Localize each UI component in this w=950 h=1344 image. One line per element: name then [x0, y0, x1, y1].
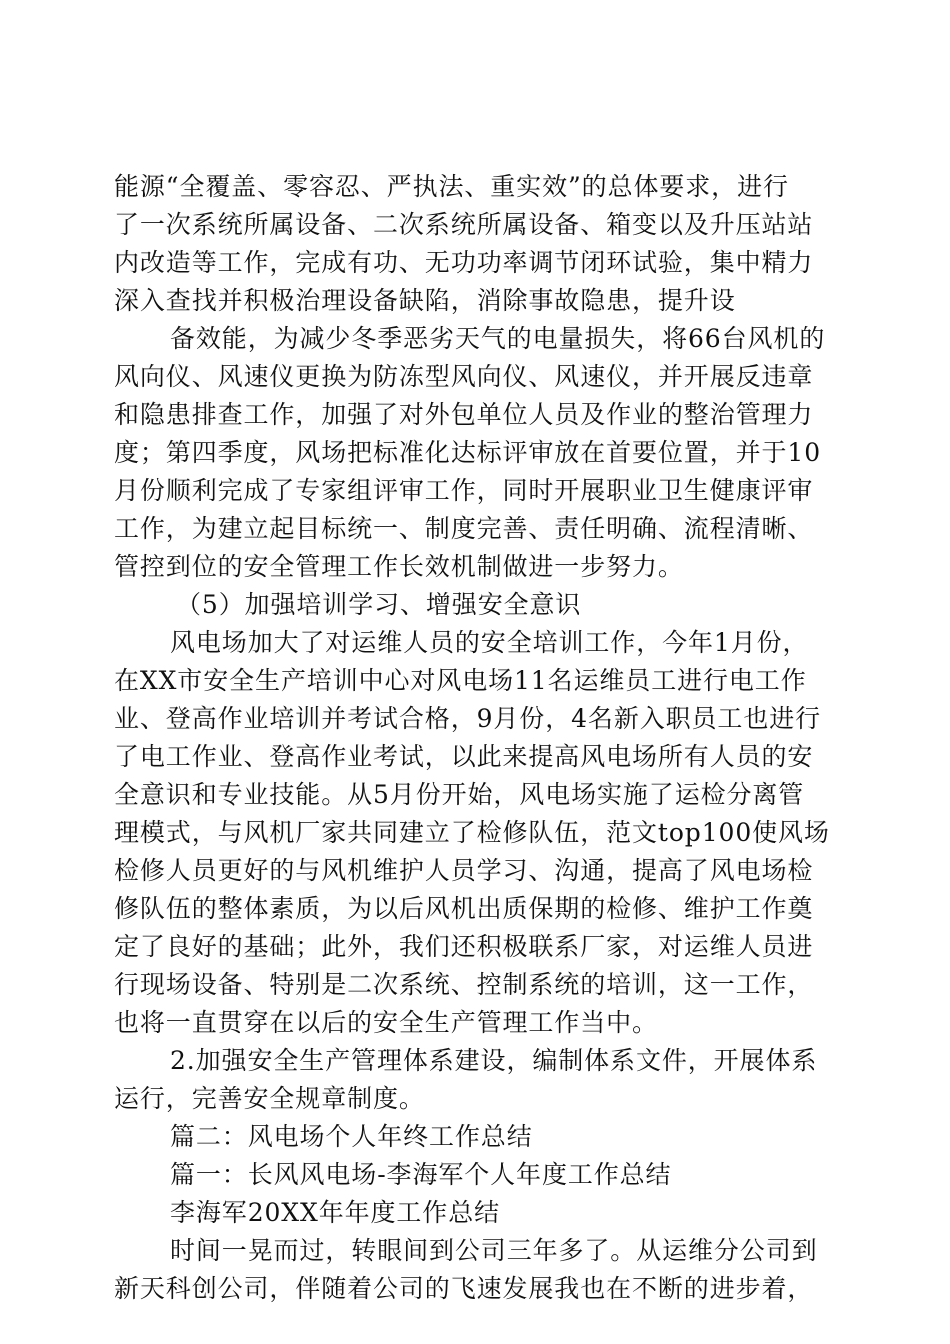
text-line: 2.加强安全生产管理体系建设，编制体系文件，开展体系 [170, 1046, 818, 1075]
text-line: 行现场设备、特别是二次系统、控制系统的培训，这一工作， [114, 970, 814, 999]
text-line: 修队伍的整体素质，为以后风机出质保期的检修、维护工作奠 [114, 894, 814, 923]
text-line: 和隐患排查工作，加强了对外包单位人员及作业的整治管理力 [114, 400, 814, 429]
text-line: 也将一直贯穿在以后的安全生产管理工作当中。 [114, 1008, 658, 1037]
text-line: 深入查找并积极治理设备缺陷，消除事故隐患，提升设 [114, 286, 736, 315]
text-line: 月份顺利完成了专家组评审工作，同时开展职业卫生健康评审 [114, 476, 814, 505]
text-line: 在XX市安全生产培训中心对风电场11名运维员工进行电工作 [114, 666, 807, 695]
section-heading: （5）加强培训学习、增强安全意识 [176, 590, 582, 619]
text-line: 能源“全覆盖、零容忍、严执法、重实效”的总体要求，进行 [114, 172, 789, 201]
section-heading: 篇一：长风风电场-李海军个人年度工作总结 [170, 1160, 672, 1189]
text-line: 管控到位的安全管理工作长效机制做进一步努力。 [114, 552, 684, 581]
text-line: 理模式，与风机厂家共同建立了检修队伍，范文top100使风场 [114, 818, 830, 847]
text-line: 运行，完善安全规章制度。 [114, 1084, 425, 1113]
text-line: 了一次系统所属设备、二次系统所属设备、箱变以及升压站站 [114, 210, 814, 239]
text-line: 风电场加大了对运维人员的安全培训工作，今年1月份， [170, 628, 809, 657]
text-line: 全意识和专业技能。从5月份开始，风电场实施了运检分离管 [114, 780, 805, 809]
text-line: 了电工作业、登高作业考试，以此来提高风电场所有人员的安 [114, 742, 814, 771]
text-line: 业、登高作业培训并考试合格，9月份，4名新入职员工也进行 [114, 704, 822, 733]
text-line: 备效能，为减少冬季恶劣天气的电量损失，将66台风机的 [170, 324, 826, 353]
text-line: 新天科创公司，伴随着公司的飞速发展我也在不断的进步着， [114, 1274, 814, 1303]
section-heading: 李海军20XX年年度工作总结 [170, 1198, 501, 1227]
text-line: 检修人员更好的与风机维护人员学习、沟通，提高了风电场检 [114, 856, 814, 885]
text-line: 定了良好的基础；此外，我们还积极联系厂家，对运维人员进 [114, 932, 814, 961]
text-line: 时间一晃而过，转眼间到公司三年多了。从运维分公司到 [170, 1236, 818, 1265]
text-line: 工作，为建立起目标统一、制度完善、责任明确、流程清晰、 [114, 514, 814, 543]
section-heading: 篇二：风电场个人年终工作总结 [170, 1122, 533, 1151]
text-line: 度；第四季度，风场把标准化达标评审放在首要位置，并于10 [114, 438, 822, 467]
text-line: 内改造等工作，完成有功、无功功率调节闭环试验，集中精力 [114, 248, 814, 277]
text-line: 风向仪、风速仪更换为防冻型风向仪、风速仪，并开展反违章 [114, 362, 814, 391]
